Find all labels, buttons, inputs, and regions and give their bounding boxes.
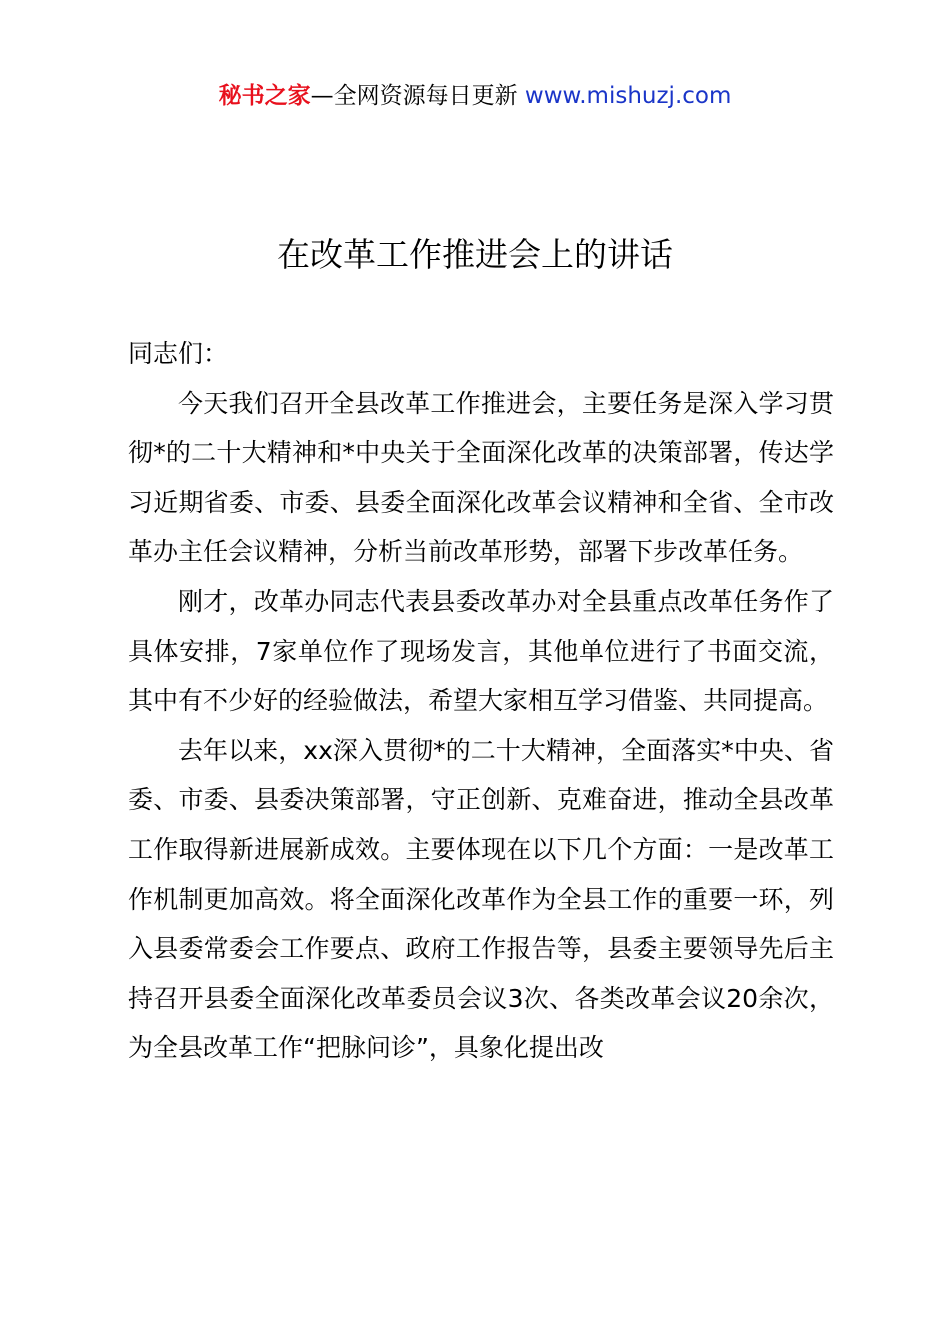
paragraph-1: 今天我们召开全县改革工作推进会，主要任务是深入学习贯彻*的二十大精神和*中央关于全面深化改革的决策部署，传达学习近期省委、市委、县委全面深化改革会议精神和全省、全市改革办主任会议精神，分析当前改革形势，部署下步改革任务。 [128,388,834,567]
site-header [0,80,950,112]
header-tagline: —全网资源每日更新 [310,83,518,109]
salutation: 同志们： [128,339,229,368]
document-title: 在改革工作推进会上的讲话 [277,235,673,274]
brand-name: 秘书之家 [218,83,311,109]
document-body [128,329,834,1073]
paragraph-3: 去年以来，xx深入贯彻*的二十大精神，全面落实*中央、省委、市委、县委决策部署，守正创新、克难奋进，推动全县改革工作取得新进展新成效。主要体现在以下几个方面：一是改革工作机制更加高效。将全面深化改革作为全县工作的重要一环，列入县委常委会工作要点、政府工作报告等，县委主要领导先后主持召开县委全面深化改革委员会议3次、各类改革会议20余次，为全县改革工作“把脉问诊”，具象化提出改 [128,735,834,1063]
site-url-link[interactable]: www.mishuzj.com [524,83,732,109]
paragraph-2: 刚才，改革办同志代表县委改革办对全县重点改革任务作了具体安排，7家单位作了现场发言，其他单位进行了书面交流，其中有不少好的经验做法，希望大家相互学习借鉴、共同提高。 [128,586,834,716]
